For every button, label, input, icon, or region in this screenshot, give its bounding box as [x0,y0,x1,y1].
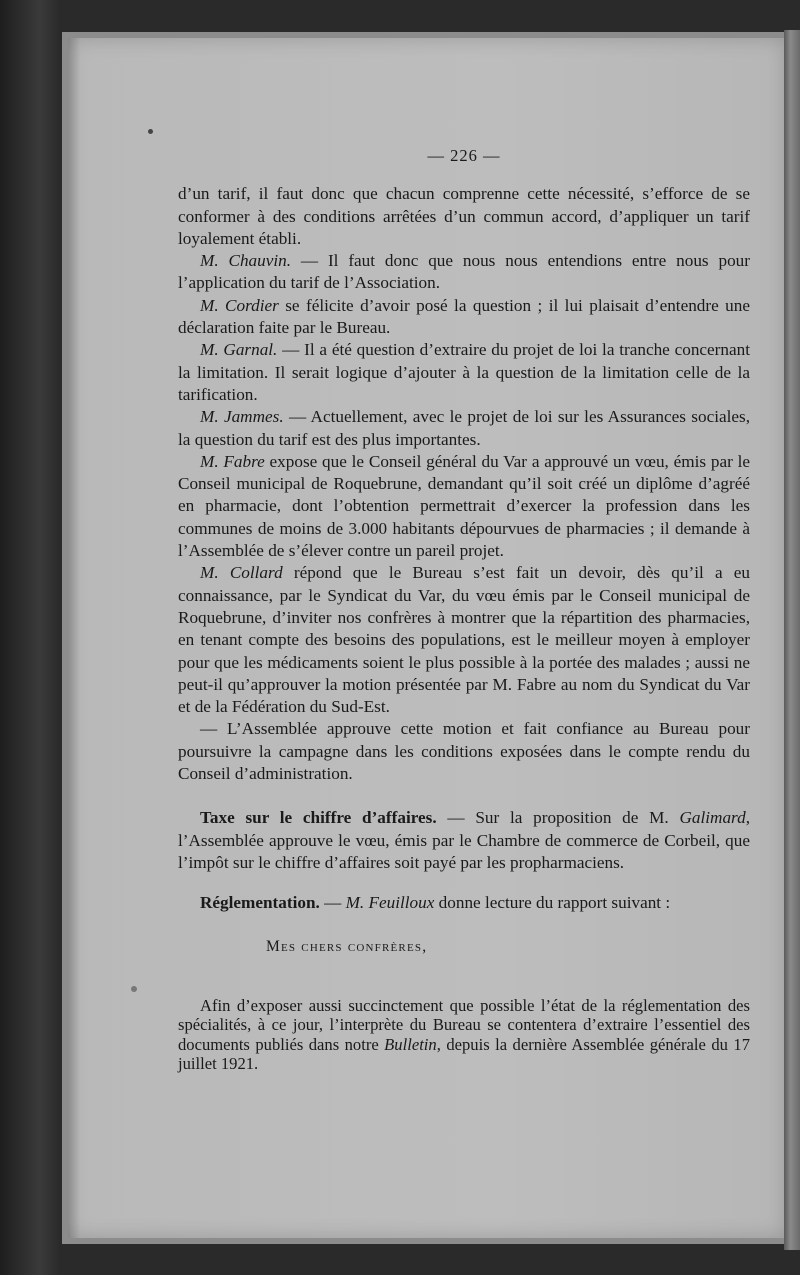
section-title: Taxe sur le chiffre d’affaires. [200,808,437,828]
publication-name: Bulletin [384,1034,437,1054]
section-title: Réglementation. [200,893,320,913]
person-name: Galimard [679,808,746,828]
section-text: — [319,893,346,913]
paragraph [178,562,750,718]
speaker-name: M. Chauvin. [200,251,292,271]
paragraph-text: — Il a été question d’extraire du projet de loi la tranche concernant la limitation. Il serait logique d’ajouter à la question de la limitation celle de la tarification. [178,340,750,404]
paragraph [178,183,750,250]
paragraph-text: expose que le Conseil général du Var a approuvé un vœu, émis par le Conseil municipal de Roquebrune, demandant qu’il soit créé un diplôme d’agréé en pharmacie, dont l’obtention permettrait d’exercer la profession dans les communes de moins de 3.000 habitants dépourvues de pharmacies ; il demande à l’Assemblée de s’élever contre un pareil projet. [178,451,750,561]
speck [148,129,153,134]
person-name: M. Feuilloux [345,893,435,913]
paragraph [178,295,750,340]
page-edge [784,30,800,1250]
report-paragraph [178,996,750,1074]
paragraph-text: — Il faut donc que nous nous entendions entre nous pour l’application du tarif de l’Association. [178,251,750,293]
paragraph-text: — L’Assemblée approuve cette motion et fait confiance au Bureau pour poursuivre la campagne dans les conditions exposées dans le compte rendu du Conseil d’administration. [178,719,750,784]
section-text: donne lecture du rapport suivant : [434,893,671,913]
section-gap [178,874,750,892]
paragraph [178,339,750,406]
paragraph [178,250,750,295]
report-text: Afin d’exposer aussi succinctement que possible l’état de la réglementation des spécialités, à ce jour, l’interprète du Bureau se contentera d’extraire l’essentiel des documents publiés dans notre [178,995,750,1054]
report-text: , depuis la dernière Assemblée générale du 17 juillet 1921. [178,1034,750,1074]
paragraph-text: d’un tarif, il faut donc que chacun comprenne cette nécessité, s’efforce de se conformer à des conditions arrêtées d’un commun accord, d’appliquer un tarif loyalement établi. [178,184,750,248]
speaker-name: M. Garnal. [200,340,278,360]
section-text: — Sur la proposition de M. [436,808,680,828]
section-gap [178,785,750,807]
section-text: , l’Assemblée approuve le vœu, émis par le Chambre de commerce de Corbeil, que l’impôt sur le chiffre d’affaires soit payé par les propharmaciens. [178,808,750,872]
paragraph [178,451,750,562]
speaker-name: M. Cordier [200,295,279,315]
page-text [178,145,750,1074]
section-taxe [178,807,750,874]
section-reglementation [178,892,750,914]
salutation: Mes chers confrères, [266,937,428,955]
page-number: — 226 — [427,146,501,165]
paragraph-text: se félicite d’avoir posé la question ; il lui plaisait d’entendre une déclaration faite par le Bureau. [178,295,750,338]
speaker-name: M. Collard [200,563,283,583]
paragraph [178,406,750,451]
speck [131,986,137,992]
paragraph [178,718,750,785]
paragraph-text: répond que le Bureau s’est fait un devoir, dès qu’il a eu connaissance, par le Syndicat du Var, du vœu émis par le Conseil municipal de Roquebrune, d’inviter nos confrères à montrer que la répartition des pharmacies, en tenant compte des besoins des populations, est le meilleur moyen à employer pour que les médicaments soient le plus possible à la portée des malades ; aussi ne peut-il qu’approuver la motion présentée par M. Fabre au nom du Syndicat du Var et de la Fédération du Sud-Est. [178,563,750,717]
speaker-name: M. Jammes. [200,407,284,427]
paragraph-text: — Actuellement, avec le projet de loi sur les Assurances sociales, la question du tarif est des plus importantes. [178,407,750,449]
speaker-name: M. Fabre [200,451,265,471]
